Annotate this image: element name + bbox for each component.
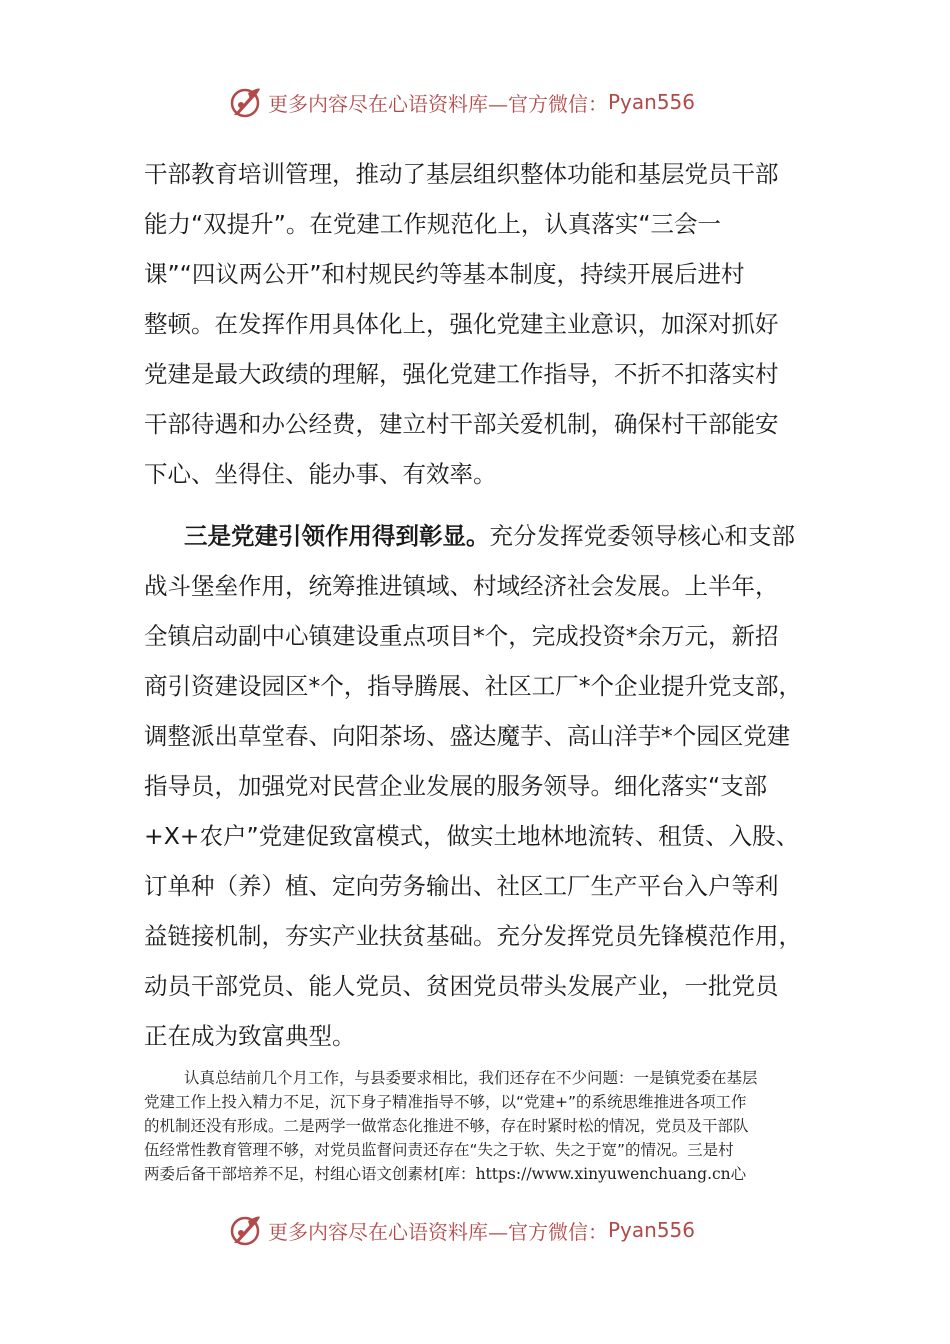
paragraph-1-line: 干部教育培训管理，推动了基层组织整体功能和基层党员干部 <box>144 160 779 188</box>
header-banner <box>228 82 695 122</box>
footnote-line: 伍经常性教育管理不够，对党员监督问责还存在“失之于软、失之于宽”的情况。三是村 <box>144 1141 734 1159</box>
paragraph-2-line: 正在成为致富典型。 <box>144 1022 356 1050</box>
footnote-last-line-suffix: 心 <box>730 1165 747 1183</box>
footnote-block <box>144 1066 809 1186</box>
paragraph-2-line: 商引资建设园区*个，指导腾展、社区工厂*个企业提升党支部， <box>144 672 802 700</box>
paragraph-2-line: 订单种（养）植、定向劳务输出、社区工厂生产平台入户等利 <box>144 872 779 900</box>
paragraph-2-first-line-rest: 充分发挥党委领导核心和支部 <box>489 522 795 550</box>
footer-banner-text: 更多内容尽在心语资料库—官方微信： <box>268 1219 608 1244</box>
paragraph-1-line: 党建是最大政绩的理解，强化党建工作指导，不折不扣落实村 <box>144 360 779 388</box>
source-url-link[interactable]: https://www.xinyuwenchuang.cn <box>475 1165 731 1183</box>
paragraph-2-first-line <box>144 511 809 561</box>
paragraph-1-line: 课”“四议两公开”和村规民约等基本制度，持续开展后进村 <box>144 260 745 288</box>
footnote-line: 的机制还没有形成。二是两学一做常态化推进不够，存在时紧时松的情况，党员及干部队 <box>144 1117 749 1135</box>
paragraph-2-line: 指导员，加强党对民营企业发展的服务领导。细化落实“支部 <box>144 772 768 800</box>
paragraph-1-line: 整顿。在发挥作用具体化上，强化党建主业意识，加深对抓好 <box>144 310 779 338</box>
paragraph-1-line: 干部待遇和办公经费，建立村干部关爱机制，确保村干部能安 <box>144 410 779 438</box>
footnote-line: 认真总结前几个月工作，与县委要求相比，我们还存在不少问题：一是镇党委在基层 <box>184 1069 758 1087</box>
footnote-last-line-prefix: 两委后备干部培养不足，村组心语文创素材[库： <box>144 1165 476 1183</box>
paragraph-2-line: 战斗堡垒作用，统筹推进镇域、村域经济社会发展。上半年， <box>144 572 779 600</box>
section-heading: 三是党建引领作用得到彰显。 <box>184 522 490 550</box>
quill-pen-logo-icon <box>228 1213 262 1247</box>
footnote-last-line <box>144 1162 809 1186</box>
footnote-line: 党建工作上投入精力不足，沉下身子精准指导不够，以“党建+”的系统思维推进各项工作 <box>144 1093 747 1111</box>
document-body <box>144 149 809 1061</box>
paragraph-1-line: 下心、坐得住、能办事、有效率。 <box>144 460 497 488</box>
paragraph-2-line: +X+农户”党建促致富模式，做实土地林地流转、租赁、入股、 <box>144 822 800 850</box>
paragraph-2-line: 全镇启动副中心镇建设重点项目*个，完成投资*余万元，新招 <box>144 622 779 650</box>
header-wechat-id: Pyan556 <box>608 90 696 114</box>
footer-banner <box>228 1210 695 1250</box>
paragraph-2-line: 动员干部党员、能人党员、贫困党员带头发展产业，一批党员 <box>144 972 779 1000</box>
paragraph-2-line: 益链接机制，夯实产业扶贫基础。充分发挥党员先锋模范作用， <box>144 922 802 950</box>
paragraph-2-line: 调整派出草堂春、向阳茶场、盛达魔芋、高山洋芋*个园区党建 <box>144 722 791 750</box>
quill-pen-logo-icon <box>228 85 262 119</box>
paragraph-1-line: 能力“双提升”。在党建工作规范化上，认真落实“三会一 <box>144 210 722 238</box>
header-banner-text: 更多内容尽在心语资料库—官方微信： <box>268 91 608 116</box>
footer-wechat-id: Pyan556 <box>608 1218 696 1242</box>
